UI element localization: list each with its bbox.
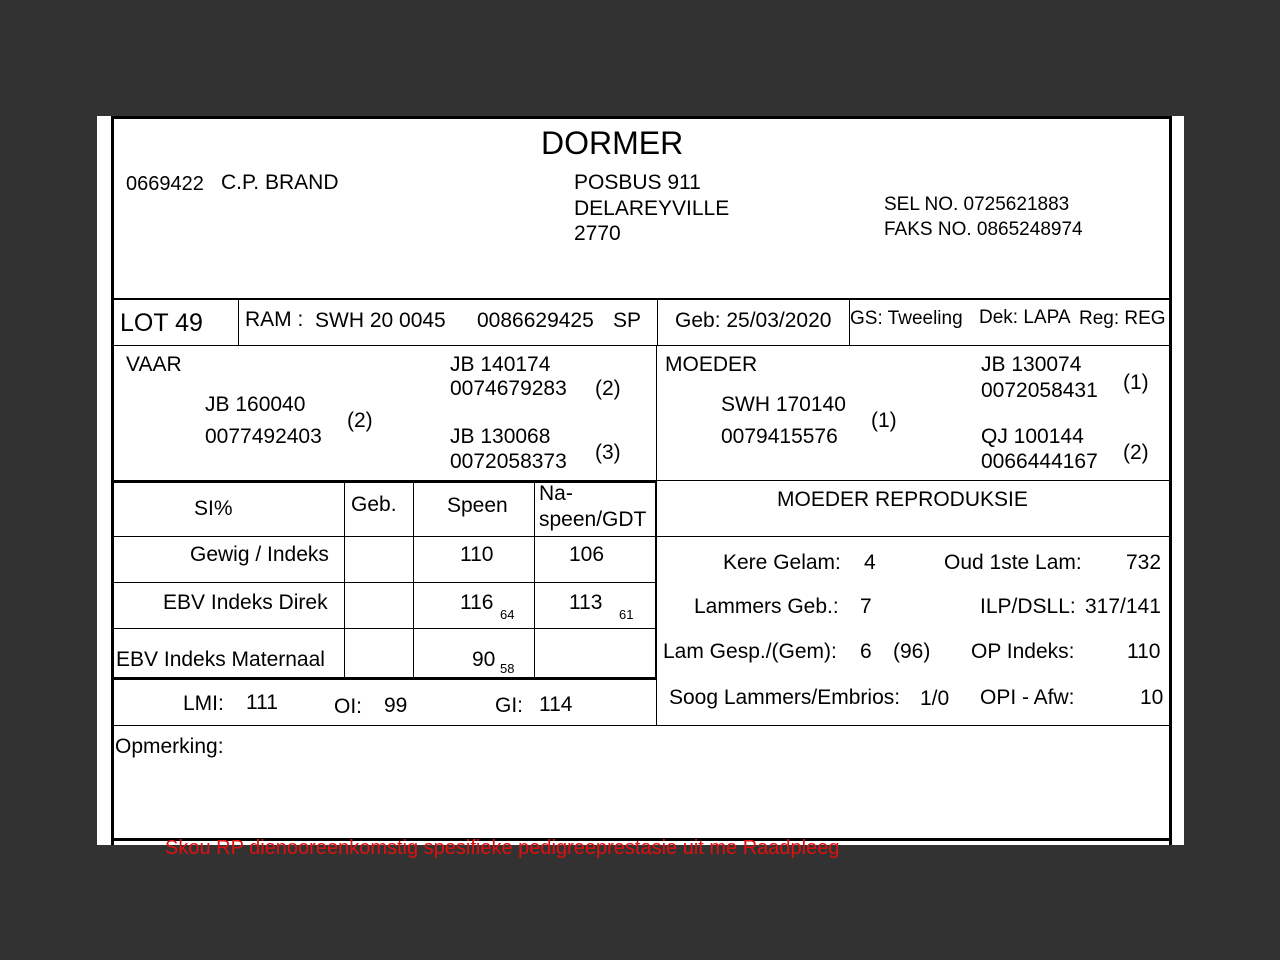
row-label-ebv-direk: EBV Indeks Direk: [163, 591, 328, 614]
sire-dam-id: JB 130068: [450, 425, 551, 448]
kere-gelam-value: 4: [864, 551, 876, 574]
soog-lammers-value: 1/0: [920, 687, 950, 710]
lammers-geb-value: 7: [860, 595, 872, 618]
sire-code: (2): [347, 409, 373, 432]
direk-speen-accuracy: 64: [500, 607, 515, 622]
rule: [111, 345, 1172, 346]
fax-number: FAKS NO. 0865248974: [884, 219, 1083, 240]
col-header-si: SI%: [194, 497, 233, 520]
footer-note: Skou RP dienooreenkomstig spesifieke pedigreeprestasie uit me Raadpleeg: [165, 837, 840, 859]
direk-speen-value: 116: [460, 591, 494, 614]
breeder-number: 0669422: [126, 173, 204, 195]
rule: [655, 481, 657, 679]
maternaal-speen-accuracy: 58: [500, 661, 515, 676]
lam-gesp-label: Lam Gesp./(Gem):: [663, 640, 837, 663]
dam-number: 0079415576: [721, 425, 838, 448]
opi-afw-label: OPI - Afw:: [980, 686, 1075, 709]
lmi-label: LMI:: [183, 692, 224, 715]
sire-number: 0077492403: [205, 425, 322, 448]
oud-1ste-lam-value: 732: [1126, 551, 1162, 574]
breeder-name: C.P. BRAND: [221, 171, 339, 194]
dam-dam-code: (2): [1123, 441, 1149, 464]
breed-title: DORMER: [541, 125, 684, 161]
rule: [344, 482, 345, 679]
remarks-label: Opmerking:: [115, 735, 224, 758]
op-indeks-label: OP Indeks:: [971, 640, 1075, 663]
address-line-2: DELAREYVILLE: [574, 197, 730, 220]
rule: [413, 482, 414, 679]
lot-label: LOT 49: [120, 309, 203, 337]
dam-sire-code: (1): [1123, 371, 1149, 394]
ilp-dsll-label: ILP/DSLL:: [980, 595, 1076, 618]
ram-reg-number: 0086629425: [477, 309, 594, 332]
sire-dam-number: 0072058373: [450, 450, 567, 473]
ram-grade: SP: [613, 309, 642, 332]
dam-dam-number: 0066444167: [981, 450, 1098, 473]
lot-card: [97, 116, 1184, 859]
ilp-dsll-value: 317/141: [1085, 595, 1161, 618]
birth-date: Geb: 25/03/2020: [675, 309, 832, 332]
dam-dam-id: QJ 100144: [981, 425, 1084, 448]
rule: [111, 582, 657, 583]
birth-status: GS: Tweeling: [850, 308, 963, 329]
maternaal-speen-value: 90: [472, 648, 496, 671]
direk-naspeen-value: 113: [569, 591, 603, 614]
direk-naspeen-accuracy: 61: [619, 607, 634, 622]
dam-id: SWH 170140: [721, 393, 846, 416]
rule: [111, 298, 1172, 300]
col-header-naspeen: speen/GDT: [539, 508, 647, 531]
sire-id: JB 160040: [205, 393, 306, 416]
sire-label: VAAR: [126, 353, 182, 376]
rule: [534, 482, 535, 679]
gi-value: 114: [539, 693, 573, 716]
rule: [111, 481, 657, 483]
mating-info: Dek: LAPA: [979, 307, 1071, 328]
rule: [111, 725, 1172, 726]
oi-value: 99: [384, 694, 408, 717]
oud-1ste-lam-label: Oud 1ste Lam:: [944, 551, 1082, 574]
oi-label: OI:: [334, 695, 363, 718]
rule: [238, 298, 239, 346]
ram-id: SWH 20 0045: [315, 309, 446, 332]
gewig-speen-value: 110: [460, 543, 494, 566]
row-label-ebv-maternaal: EBV Indeks Maternaal: [116, 648, 325, 671]
kere-gelam-label: Kere Gelam:: [723, 551, 841, 574]
rule: [657, 536, 1172, 537]
sire-sire-id: JB 140174: [450, 353, 551, 376]
dam-sire-number: 0072058431: [981, 379, 1098, 402]
lam-gesp-value: 6: [860, 640, 872, 663]
lammers-geb-label: Lammers Geb.:: [694, 595, 839, 618]
ram-label: RAM :: [245, 308, 304, 331]
lmi-value: 111: [246, 691, 278, 714]
op-indeks-value: 110: [1127, 640, 1161, 663]
address-line-1: POSBUS 911: [574, 171, 701, 194]
rule: [111, 628, 657, 629]
col-header-speen: Speen: [447, 494, 508, 517]
frame-top: [111, 116, 1172, 119]
sire-sire-number: 0074679283: [450, 377, 567, 400]
soog-lammers-label: Soog Lammers/Embrios:: [669, 686, 901, 709]
reproduction-title: MOEDER REPRODUKSIE: [777, 488, 1028, 511]
col-header-naspeen: Na-: [539, 482, 573, 505]
dam-sire-id: JB 130074: [981, 353, 1082, 376]
dam-code: (1): [871, 409, 897, 432]
lam-gesp-gem: (96): [893, 640, 931, 663]
address-line-3: 2770: [574, 222, 621, 245]
rule: [111, 677, 657, 680]
sire-sire-code: (2): [595, 377, 621, 400]
row-label-gewig: Gewig / Indeks: [190, 543, 329, 566]
rule: [111, 536, 657, 537]
rule: [657, 298, 658, 346]
col-header-geb: Geb.: [351, 493, 397, 516]
dam-label: MOEDER: [665, 353, 758, 376]
gi-label: GI:: [495, 694, 524, 717]
registration-status: Reg: REG: [1079, 308, 1166, 329]
sire-dam-code: (3): [595, 441, 621, 464]
opi-afw-value: 10: [1140, 686, 1164, 709]
gewig-naspeen-value: 106: [569, 543, 605, 566]
phone-number: SEL NO. 0725621883: [884, 194, 1070, 215]
